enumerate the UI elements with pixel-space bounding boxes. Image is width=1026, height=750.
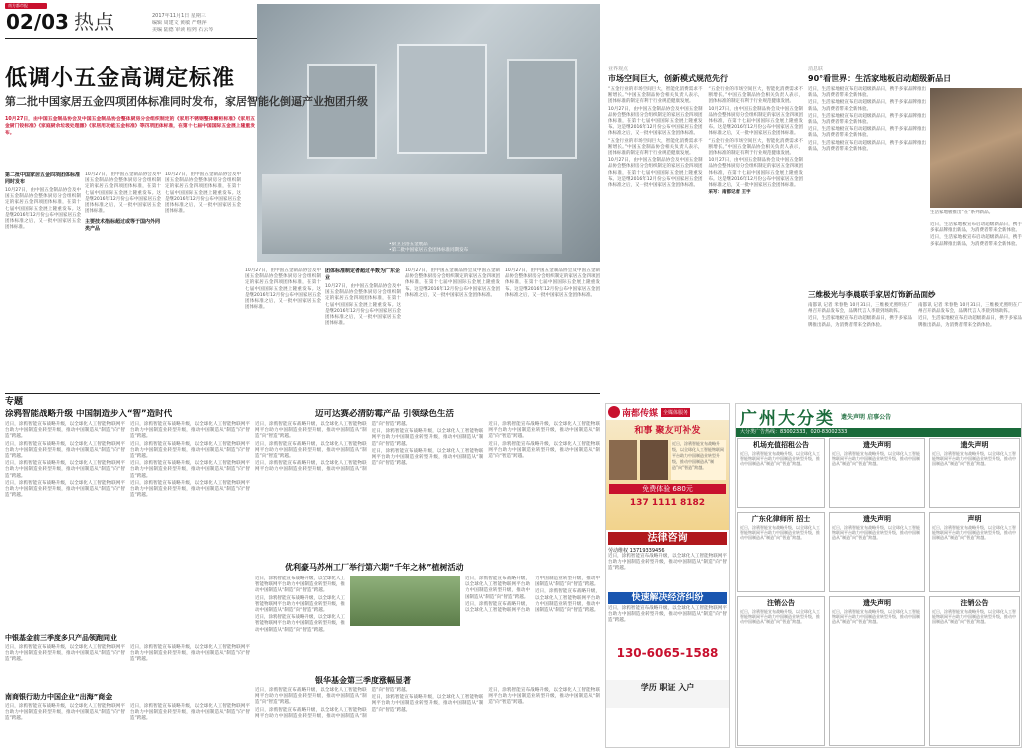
zhuanti-headline-5: 银华基金第三季度涨幅显著 xyxy=(315,676,411,685)
report-body: 近日，生活家地板宣布启动超级新品日，携手多家品牌推出新品，为消费者带来全新体验。 近日，生活家地板宣布启动超级新品日，携手多家品牌推出新品，为消费者带来全新体验。 近日，生活家地板宣布启动超级新品日，携手多家品牌推出新品，为消费者带来全新体验。 近日，生活家地板宣布启动超级新品日，携手多家品牌推出新品，为消费者带来全新体验。 近日，生活家地板宣布启动超级新品日，携手多家品牌推出新品，为消费者带来全新体验。 xyxy=(808,87,926,152)
report-kicker: 消息联 xyxy=(808,66,824,72)
report-article xyxy=(808,66,1022,281)
zhuanti-headline-1: 涂鸦智能战略升级 中国制造步入“智”造时代 xyxy=(5,409,173,419)
promo-price: 免费体验 680元 xyxy=(609,484,726,494)
lead-column-2 xyxy=(85,172,161,387)
loan-ad[interactable]: 快速解决经济纠纷 近日，涂鸦智能宣布战略升级，以全球化人工智能物联网平台助力中国制造业转型升级，推动中国制造从“制造”向“智造”跨越。 130-6065-1588 xyxy=(606,590,729,680)
lead-intro: 10月27日，由中国五金制品协会及中国五金制品协会整体厨房分会组织制定的《家用不锈钢整体橱柜标准》《家用五金厨门铰标准》《家庭厨余垃圾处理器》《家居用功能五金标准》等四项团体标准，在第十七届中国国际五金展上隆重发布。 xyxy=(5,117,255,136)
report-photo xyxy=(930,88,1022,208)
industry-article xyxy=(608,66,803,396)
design-credits: 美编 陆德 审读 程列 石云琴 xyxy=(152,27,214,33)
lead-subhead: 第二批中国家居五金四项团体标准同时发布，家居智能化倒逼产业抱团升级 xyxy=(5,95,368,108)
report-body-2: 近日，生活家地板宣布启动超级新品日，携手多家品牌推出新品，为消费者带来全新体验。 近日，生活家地板宣布启动超级新品日，携手多家品牌推出新品，为消费者带来全新体验。 xyxy=(930,222,1022,247)
report-headline: 90°看世界：生活家地板启动超级新品日 xyxy=(808,74,952,83)
nandu-ad xyxy=(605,403,730,748)
promo-photo-2 xyxy=(640,440,668,480)
classified-item-7[interactable]: 注销公告 近日，涂鸦智能宣布战略升级，以全球化人工智能物联网平台助力中国制造业转型升级，推动中国制造从“制造”向“智造”跨越。 xyxy=(737,596,825,746)
promo-photo-1 xyxy=(609,440,637,480)
lead-column-3-body: 10月27日，由中国五金制品协会及中国五金制品协会整体厨房分会组织制定的家居五金四项团体标准，在第十七届中国国际五金展上隆重发布。这是继2016年12月份公布中国家居五金团体标准之后，又一批中国家居五金团体标准。 xyxy=(165,172,241,215)
lead-column-2-head: 主要技术指标超过或等于国内外同类产品 xyxy=(85,219,161,233)
classified-item-1[interactable]: 机场充值招租公告 近日，涂鸦智能宣布战略升级，以全球化人工智能物联网平台助力中国制造业转型升级，推动中国制造从“制造”向“智造”跨越。 xyxy=(737,438,825,508)
zhuanti-headline-4: 中银基金前三季度多只产品领跑同业 xyxy=(5,634,117,642)
section-title: 热点 xyxy=(74,11,114,33)
lead-column-4-body: 10月27日，由中国五金制品协会及中国五金制品协会整体厨房分会组织制定的家居五金四项团体标准，在第十七届中国国际五金展上隆重发布。这是继2016年12月份公布中国家居五金团体标准之后，又一批中国家居五金团体标准。 xyxy=(245,268,321,311)
zhuanti-body-3b: 近日，涂鸦智能宣布战略升级，以全球化人工智能物联网平台助力中国制造业转型升级，推动中国制造从“制造”向“智造”跨越。 近日，涂鸦智能宣布战略升级，以全球化人工智能物联网平台助力中国制造业转型升级，推动中国制造从“制造”向“智造”跨越。 近日，涂鸦智能宣布战略升级，以全球化人工智能物联网平台助力中国制造业转型升级，推动中国制造从“制造”向“智造”跨越。 xyxy=(465,576,600,614)
report-caption: 生活家地板推出“在”系列新品。 xyxy=(930,210,994,215)
lead-column-5-head: 团体标准制定者超过半数为广东企业 xyxy=(325,268,401,281)
classified-item-4[interactable]: 广东化律师所 招士 近日，涂鸦智能宣布战略升级，以全球化人工智能物联网平台助力中国制造业转型升级，推动中国制造从“制造”向“智造”跨越。 xyxy=(737,512,825,592)
law-ad[interactable]: 法律咨询 劳动维权 13719339456 近日，涂鸦智能宣布战略升级，以全球化人工智能物联网平台助力中国制造业转型升级，推动中国制造从“制造”向“智造”跨越。 xyxy=(606,530,729,590)
lead-column-4 xyxy=(245,268,321,388)
zhuanti-body-3a: 近日，涂鸦智能宣布战略升级，以全球化人工智能物联网平台助力中国制造业转型升级，推动中国制造从“制造”向“智造”跨越。 近日，涂鸦智能宣布战略升级，以全球化人工智能物联网平台助力中国制造业转型升级，推动中国制造从“制造”向“智造”跨越。 近日，涂鸦智能宣布战略升级，以全球化人工智能物联网平台助力中国制造业转型升级，推动中国制造从“制造”向“智造”跨越。 xyxy=(255,576,345,633)
lead-column-7 xyxy=(505,268,600,388)
classified-item-5[interactable]: 遗失声明 近日，涂鸦智能宣布战略升级，以全球化人工智能物联网平台助力中国制造业转型升级，推动中国制造从“制造”向“智造”跨越。 xyxy=(829,512,925,592)
nandu-logo-icon xyxy=(608,406,620,418)
zhuanti-divider xyxy=(5,393,600,394)
lead-column-1-body: 10月27日，由中国五金制品协会及中国五金制品协会整体厨房分会组织制定的家居五金四项团体标准，在第十七届中国国际五金展上隆重发布。这是继2016年12月份公布中国家居五金团体标准之后，又一批中国家居五金团体标准。 xyxy=(5,188,81,231)
zhuanti-article-6 xyxy=(5,692,250,748)
zhuanti-headline-6: 南商银行助力中国企业“出海”商金 xyxy=(5,693,113,701)
nandu-promo-images xyxy=(609,440,726,480)
lead-column-1-head: 第二批中国家居五金四项团体标准同时发布 xyxy=(5,172,81,185)
promo-text: 近日，涂鸦智能宣布战略升级，以全球化人工智能物联网平台助力中国制造业转型升级，推动中国制造从“制造”向“智造”跨越。 xyxy=(671,440,726,480)
newspaper-logo: 南方都市报 xyxy=(5,3,47,9)
lead-headline: 低调小五金高调定标准 xyxy=(5,66,236,91)
lead-column-3 xyxy=(165,172,241,387)
lead-column-6-body: 10月27日，由中国五金制品协会及中国五金制品协会整体厨房分会组织制定的家居五金四项团体标准，在第十七届中国国际五金展上隆重发布。这是继2016年12月份公布中国家居五金团体标准之后，又一批中国家居五金团体标准。 xyxy=(405,268,500,298)
photo-caption-block xyxy=(389,242,569,260)
zhuanti-body-1: 近日，涂鸦智能宣布战略升级，以全球化人工智能物联网平台助力中国制造业转型升级，推动中国制造从“制造”向“智造”跨越。 近日，涂鸦智能宣布战略升级，以全球化人工智能物联网平台助力中国制造业转型升级，推动中国制造从“制造”向“智造”跨越。 近日，涂鸦智能宣布战略升级，以全球化人工智能物联网平台助力中国制造业转型升级，推动中国制造从“制造”向“智造”跨越。 近日，涂鸦智能宣布战略升级，以全球化人工智能物联网平台助力中国制造业转型升级，推动中国制造从“制造”向“智造”跨越。 近日，涂鸦智能宣布战略升级，以全球化人工智能物联网平台助力中国制造业转型升级，推动中国制造从“制造”向“智造”跨越。 近日，涂鸦智能宣布战略升级，以全球化人工智能物联网平台助力中国制造业转型升级，推动中国制造从“制造”向“智造”跨越。 近日，涂鸦智能宣布战略升级，以全球化人工智能物联网平台助力中国制造业转型升级，推动中国制造从“制造”向“智造”跨越。 近日，涂鸦智能宣布战略升级，以全球化人工智能物联网平台助力中国制造业转型升级，推动中国制造从“制造”向“智造”跨越。 xyxy=(5,422,250,499)
zhuanti-article-1 xyxy=(5,409,250,631)
zhuanti-headline-3: 优利豪马苏州工厂举行第六期“千年之林”植树活动 xyxy=(285,563,464,572)
zhuanti-body-4: 近日，涂鸦智能宣布战略升级，以全球化人工智能物联网平台助力中国制造业转型升级，推动中国制造从“制造”向“智造”跨越。 近日，涂鸦智能宣布战略升级，以全球化人工智能物联网平台助力中国制造业转型升级，推动中国制造从“制造”向“智造”跨越。 xyxy=(5,645,250,663)
zhuanti-photo xyxy=(350,576,460,626)
industry-body: “五金行业的市场空间巨大，智能化消费需求不断增长。”中国五金制品协会相关负责人表示，团体标准的制定有利于行业规范健康发展。 10月27日，由中国五金制品协会及中国五金制品协会整体厨房分会组织制定的家居五金四项团体标准，在第十七届中国国际五金展上隆重发布。这是继2016年12月份公布中国家居五金团体标准之后，又一批中国家居五金团体标准。 “五金行业的市场空间巨大，智能化消费需求不断增长。”中国五金制品协会相关负责人表示，团体标准的制定有利于行业规范健康发展。 10月27日，由中国五金制品协会及中国五金制品协会整体厨房分会组织制定的家居五金四项团体标准，在第十七届中国国际五金展上隆重发布。这是继2016年12月份公布中国家居五金团体标准之后，又一批中国家居五金团体标准。 “五金行业的市场空间巨大，智能化消费需求不断增长。”中国五金制品协会相关负责人表示，团体标准的制定有利于行业规范健康发展。 10月27日，由中国五金制品协会及中国五金制品协会整体厨房分会组织制定的家居五金四项团体标准，在第十七届中国国际五金展上隆重发布。这是继2016年12月份公布中国家居五金团体标准之后，又一批中国家居五金团体标准。 “五金行业的市场空间巨大，智能化消费需求不断增长。”中国五金制品协会相关负责人表示，团体标准的制定有利于行业规范健康发展。 10月27日，由中国五金制品协会及中国五金制品协会整体厨房分会组织制定的家居五金四项团体标准，在第十七届中国国际五金展上隆重发布。这是继2016年12月份公布中国家居五金团体标准之后，又一批中国家居五金团体标准。 采写：南都记者 王宇 xyxy=(608,87,803,196)
zhuanti-headline-2: 迈可达赛必清防霉产品 引领绿色生活 xyxy=(315,409,454,419)
industry-headline: 市场空间巨大，创新模式规范先行 xyxy=(608,74,728,83)
classified-item-2[interactable]: 遗失声明 近日，涂鸦智能宣布战略升级，以全球化人工智能物联网平台助力中国制造业转型升级，推动中国制造从“制造”向“智造”跨越。 xyxy=(829,438,925,508)
zhuanti-article-2 xyxy=(255,409,600,559)
zhuanti-article-4 xyxy=(5,633,250,688)
zhuanti-article-3 xyxy=(255,562,600,672)
photo-caption-2: •第二批中国家居五金团体标准同期发布 xyxy=(389,248,469,253)
lead-column-1 xyxy=(5,172,81,387)
classified-header: 广州大分类 遗失声明 启事公告 xyxy=(736,404,1021,428)
industry-kicker: 业界观点 xyxy=(608,66,629,72)
zhuanti-body-5: 近日，涂鸦智能宣布战略升级，以全球化人工智能物联网平台助力中国制造业转型升级，推动中国制造从“制造”向“智造”跨越。 近日，涂鸦智能宣布战略升级，以全球化人工智能物联网平台助力中国制造业转型升级，推动中国制造从“制造”向“智造”跨越。 近日，涂鸦智能宣布战略升级，以全球化人工智能物联网平台助力中国制造业转型升级，推动中国制造从“制造”向“智造”跨越。 近日，涂鸦智能宣布战略升级，以全球化人工智能物联网平台助力中国制造业转型升级，推动中国制造从“制造”向“智造”跨越。 xyxy=(255,688,600,719)
lead-column-5 xyxy=(325,268,401,388)
page-number: 02/03 xyxy=(6,11,69,33)
classified-item-8[interactable]: 遗失声明 近日，涂鸦智能宣布战略升级，以全球化人工智能物联网平台助力中国制造业转型升级，推动中国制造从“制造”向“智造”跨越。 xyxy=(829,596,925,746)
photo-caption-1: •厨卫卫浴五金展品 xyxy=(389,242,428,247)
alliance-article xyxy=(808,290,1022,390)
nandu-ad-header: 南都传媒 全媒体服务 xyxy=(606,404,729,420)
zhuanti-article-5 xyxy=(255,675,600,748)
lead-column-6 xyxy=(405,268,500,388)
classified-item-6[interactable]: 声明 近日，涂鸦智能宣布战略升级，以全球化人工智能物联网平台助力中国制造业转型升级，推动中国制造从“制造”向“智造”跨越。 xyxy=(929,512,1020,592)
zhuanti-body-6: 近日，涂鸦智能宣布战略升级，以全球化人工智能物联网平台助力中国制造业转型升级，推动中国制造从“制造”向“智造”跨越。 近日，涂鸦智能宣布战略升级，以全球化人工智能物联网平台助力中国制造业转型升级，推动中国制造从“制造”向“智造”跨越。 xyxy=(5,704,250,722)
promo-hotline: 137 1111 8182 xyxy=(629,498,706,508)
lead-photo xyxy=(257,4,600,262)
classified-item-3[interactable]: 遗失声明 近日，涂鸦智能宣布战略升级，以全球化人工智能物联网平台助力中国制造业转型升级，推动中国制造从“制造”向“智造”跨越。 xyxy=(929,438,1020,508)
alliance-headline: 三维极光与李晨联手家居灯饰新品面纱 xyxy=(808,290,936,299)
nandu-promo[interactable]: 和事 聚友可补发 近日，涂鸦智能宣布战略升级，以全球化人工智能物联网平台助力中国制造业转型升级，推动中国制造从“制造”向“智造”跨越。 免费体验 680元 137 1111 8182 xyxy=(606,420,729,530)
classified-item-9[interactable]: 注销公告 近日，涂鸦智能宣布战略升级，以全球化人工智能物联网平台助力中国制造业转型升级，推动中国制造从“制造”向“智造”跨越。 xyxy=(929,596,1020,746)
lead-column-7-body: 10月27日，由中国五金制品协会及中国五金制品协会整体厨房分会组织制定的家居五金四项团体标准，在第十七届中国国际五金展上隆重发布。这是继2016年12月份公布中国家居五金团体标准之后，又一批中国家居五金团体标准。 xyxy=(505,268,600,298)
alliance-body: 南都讯 记者 米春艳 10月31日，三维极光照明在广州召开新品发布会，品牌代言人李晨到场助阵。 近日，生活家地板宣布启动超级新品日，携手多家品牌推出新品，为消费者带来全新体验。 南都讯 记者 米春艳 10月31日，三维极光照明在广州召开新品发布会，品牌代言人李晨到场助阵。 近日，生活家地板宣布启动超级新品日，携手多家品牌推出新品，为消费者带来全新体验。 xyxy=(808,303,1022,328)
zhuanti-body-2: 近日，涂鸦智能宣布战略升级，以全球化人工智能物联网平台助力中国制造业转型升级，推动中国制造从“制造”向“智造”跨越。 近日，涂鸦智能宣布战略升级，以全球化人工智能物联网平台助力中国制造业转型升级，推动中国制造从“制造”向“智造”跨越。 近日，涂鸦智能宣布战略升级，以全球化人工智能物联网平台助力中国制造业转型升级，推动中国制造从“制造”向“智造”跨越。 近日，涂鸦智能宣布战略升级，以全球化人工智能物联网平台助力中国制造业转型升级，推动中国制造从“制造”向“智造”跨越。 近日，涂鸦智能宣布战略升级，以全球化人工智能物联网平台助力中国制造业转型升级，推动中国制造从“制造”向“智造”跨越。 近日，涂鸦智能宣布战略升级，以全球化人工智能物联网平台助力中国制造业转型升级，推动中国制造从“制造”向“智造”跨越。 近日，涂鸦智能宣布战略升级，以全球化人工智能物联网平台助力中国制造业转型升级，推动中国制造从“制造”向“智造”跨越。 xyxy=(255,422,600,473)
editor-credits: 编辑 周建文 黄敏 严继萍 xyxy=(152,20,207,26)
study-ad[interactable]: 学历 职证 入户 xyxy=(606,680,729,708)
lead-column-5-body: 10月27日，由中国五金制品协会及中国五金制品协会整体厨房分会组织制定的家居五金四项团体标准，在第十七届中国国际五金展上隆重发布。这是继2016年12月份公布中国家居五金团体标准之后，又一批中国家居五金团体标准。 xyxy=(325,284,401,327)
issue-date: 2017年11月1日 星期三 xyxy=(152,13,206,19)
classified-hotline: 大分类广告热线：83002333，020-83002333 xyxy=(736,428,1021,437)
zhuanti-label: 专题 xyxy=(5,397,24,407)
lead-column-2-body: 10月27日，由中国五金制品协会及中国五金制品协会整体厨房分会组织制定的家居五金四项团体标准，在第十七届中国国际五金展上隆重发布。这是继2016年12月份公布中国家居五金团体标准之后，又一批中国家居五金团体标准。 xyxy=(85,172,161,215)
